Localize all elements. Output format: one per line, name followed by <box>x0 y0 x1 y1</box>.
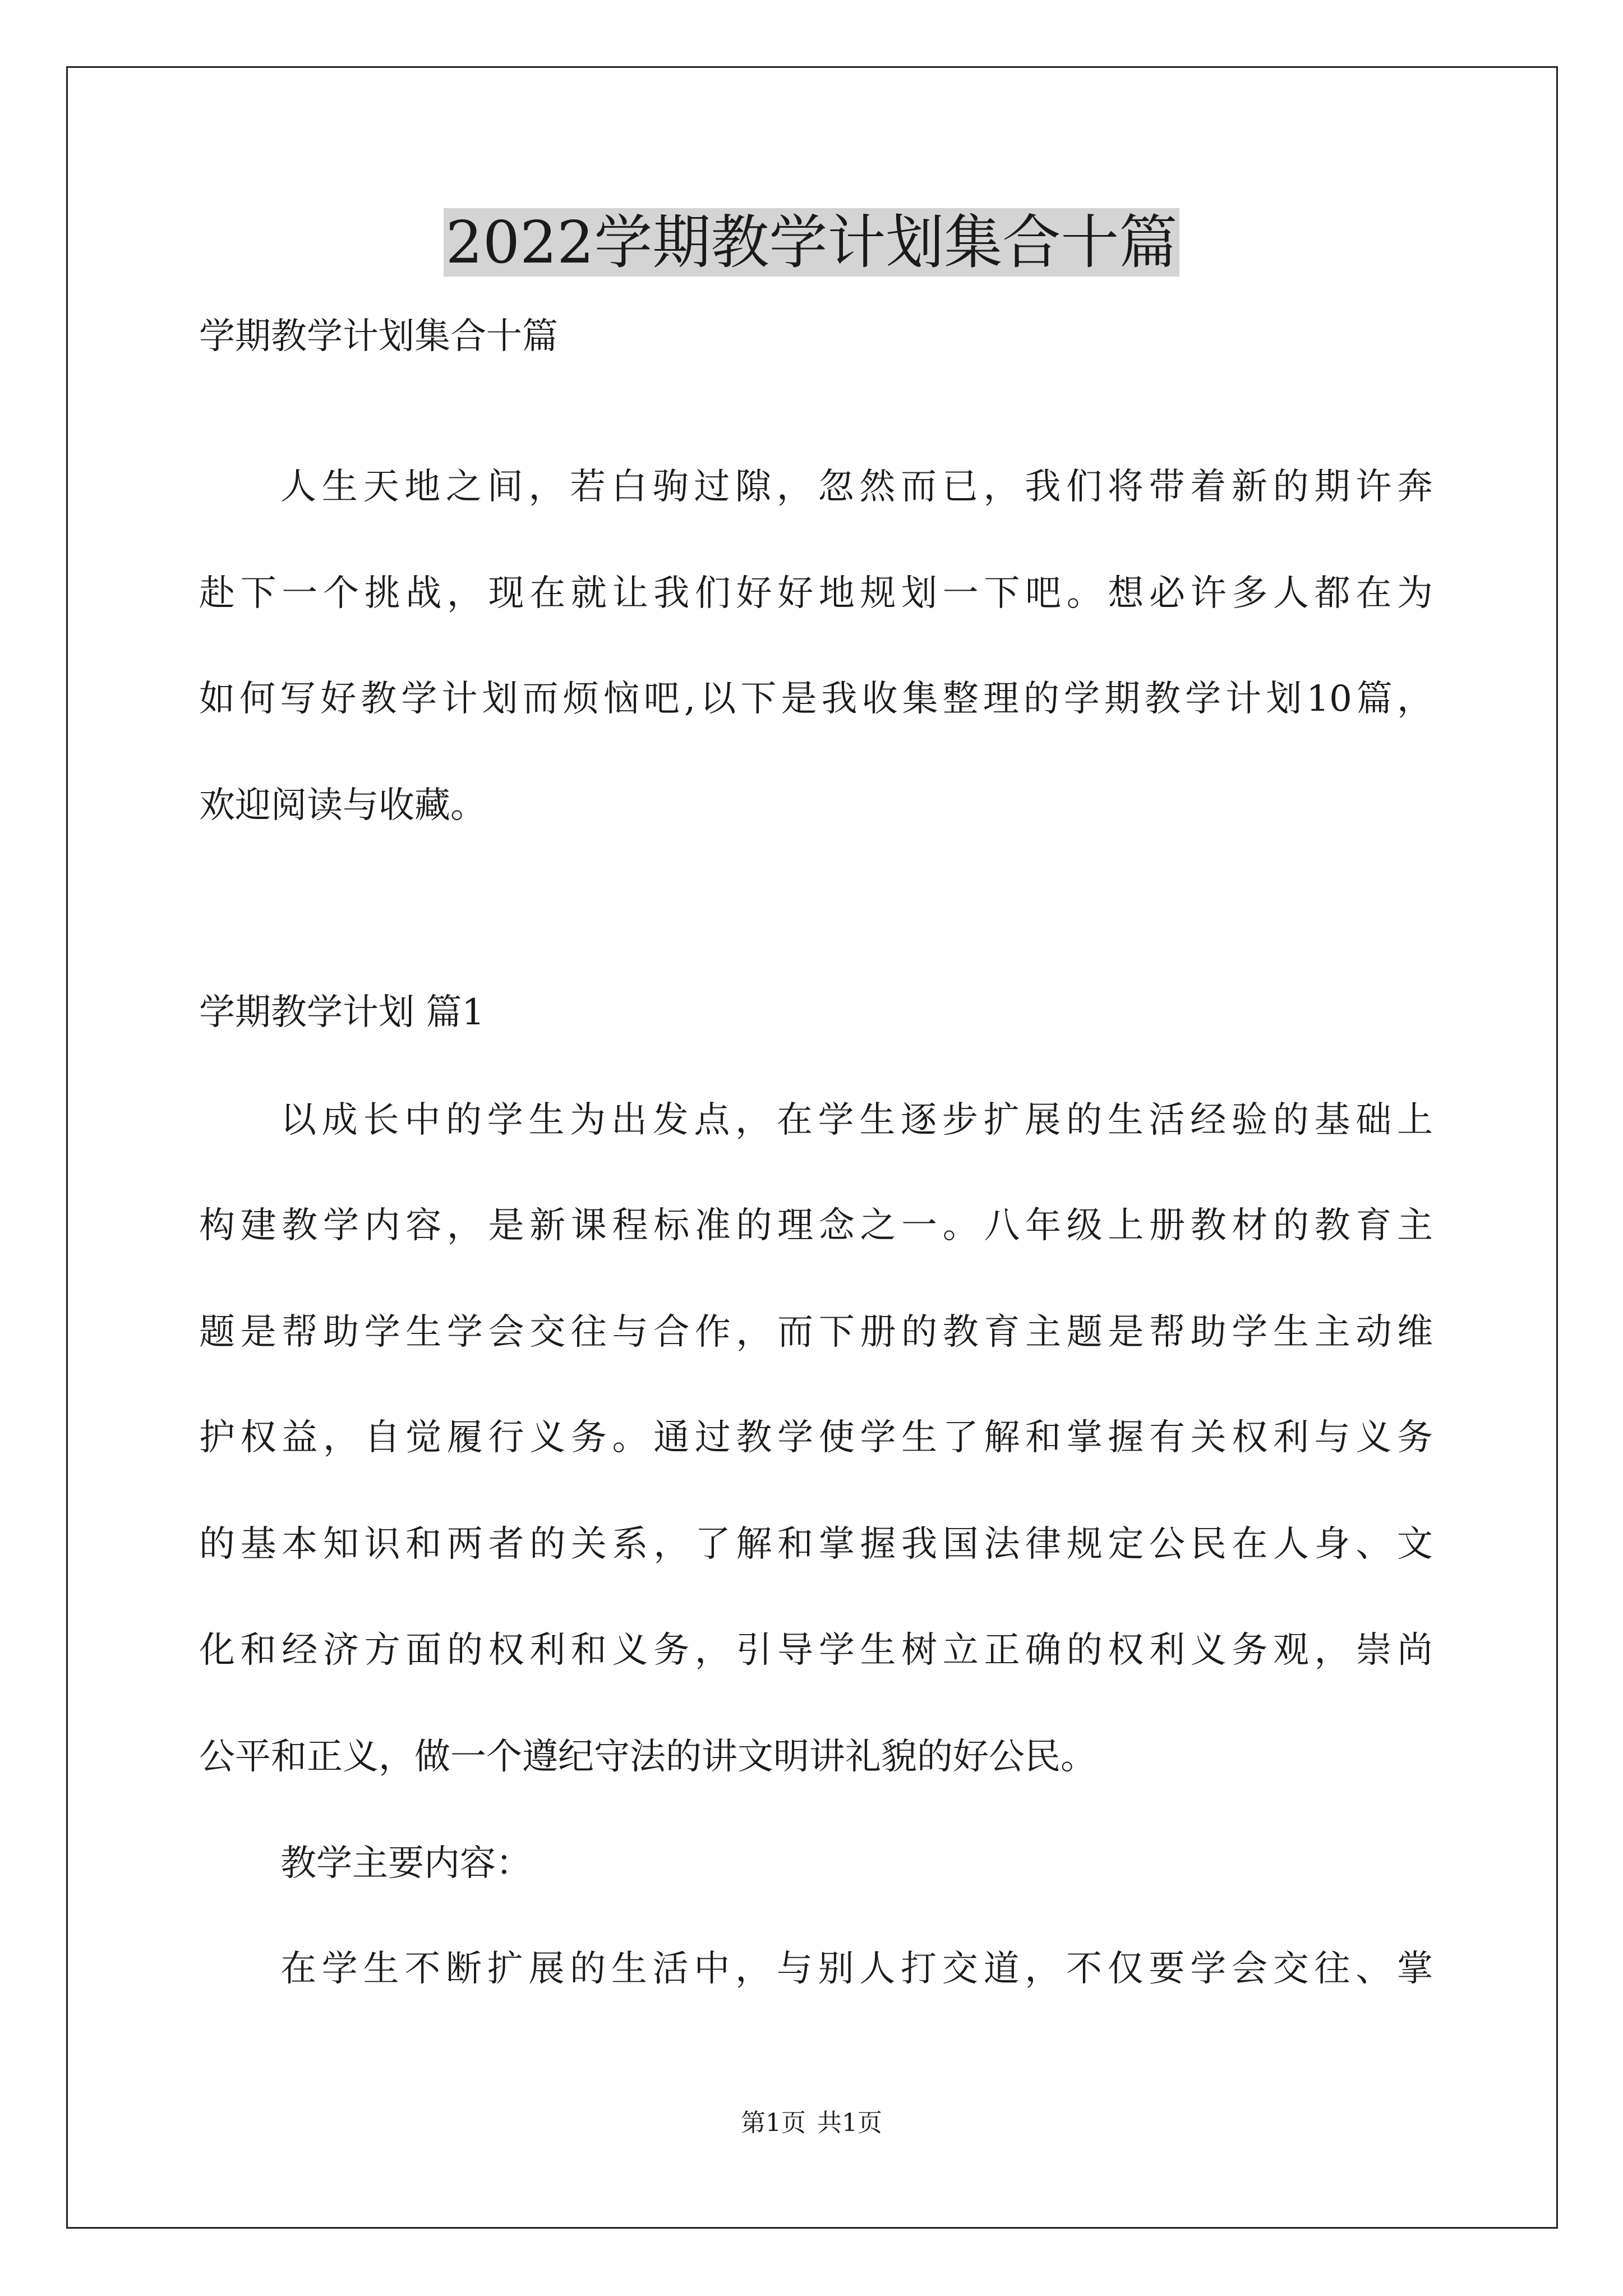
section-line-5: 的基本知识和两者的关系，了解和掌握我国法律规定公民在人身、文 <box>199 1524 1433 1565</box>
document-subtitle: 学期教学计划集合十篇 <box>199 316 558 357</box>
page-border <box>66 66 1558 2229</box>
section-line-6: 化和经济方面的权利和义务，引导学生树立正确的权利义务观，崇尚 <box>199 1630 1433 1671</box>
section-line-1: 以成长中的学生为出发点，在学生逐步扩展的生活经验的基础上 <box>280 1099 1433 1141</box>
content-line-1: 在学生不断扩展的生活中，与别人打交道，不仅要学会交往、掌 <box>280 1948 1433 1990</box>
intro-line-4: 欢迎阅读与收藏。 <box>199 785 486 826</box>
document-title-text: 2022学期教学计划集合十篇 <box>444 208 1180 277</box>
intro-line-3: 如何写好教学计划而烦恼吧,以下是我收集整理的学期教学计划10篇， <box>199 678 1433 720</box>
document-title <box>0 203 1623 282</box>
section-line-2: 构建教学内容，是新课程标准的理念之一。八年级上册教材的教育主 <box>199 1205 1433 1246</box>
section-heading: 学期教学计划 篇1 <box>199 992 485 1033</box>
section-line-3: 题是帮助学生学会交往与合作，而下册的教育主题是帮助学生主动维 <box>199 1312 1433 1353</box>
intro-line-2: 赴下一个挑战，现在就让我们好好地规划一下吧。想必许多人都在为 <box>199 573 1433 614</box>
content-heading: 教学主要内容： <box>280 1843 532 1884</box>
intro-line-1: 人生天地之间，若白驹过隙，忽然而已，我们将带着新的期许奔 <box>280 466 1433 508</box>
section-line-4: 护权益，自觉履行义务。通过教学使学生了解和掌握有关权利与义务 <box>199 1417 1433 1458</box>
section-line-7: 公平和正义，做一个遵纪守法的讲文明讲礼貌的好公民。 <box>199 1736 1096 1778</box>
page-number-footer: 第1页 共1页 <box>741 2109 882 2137</box>
